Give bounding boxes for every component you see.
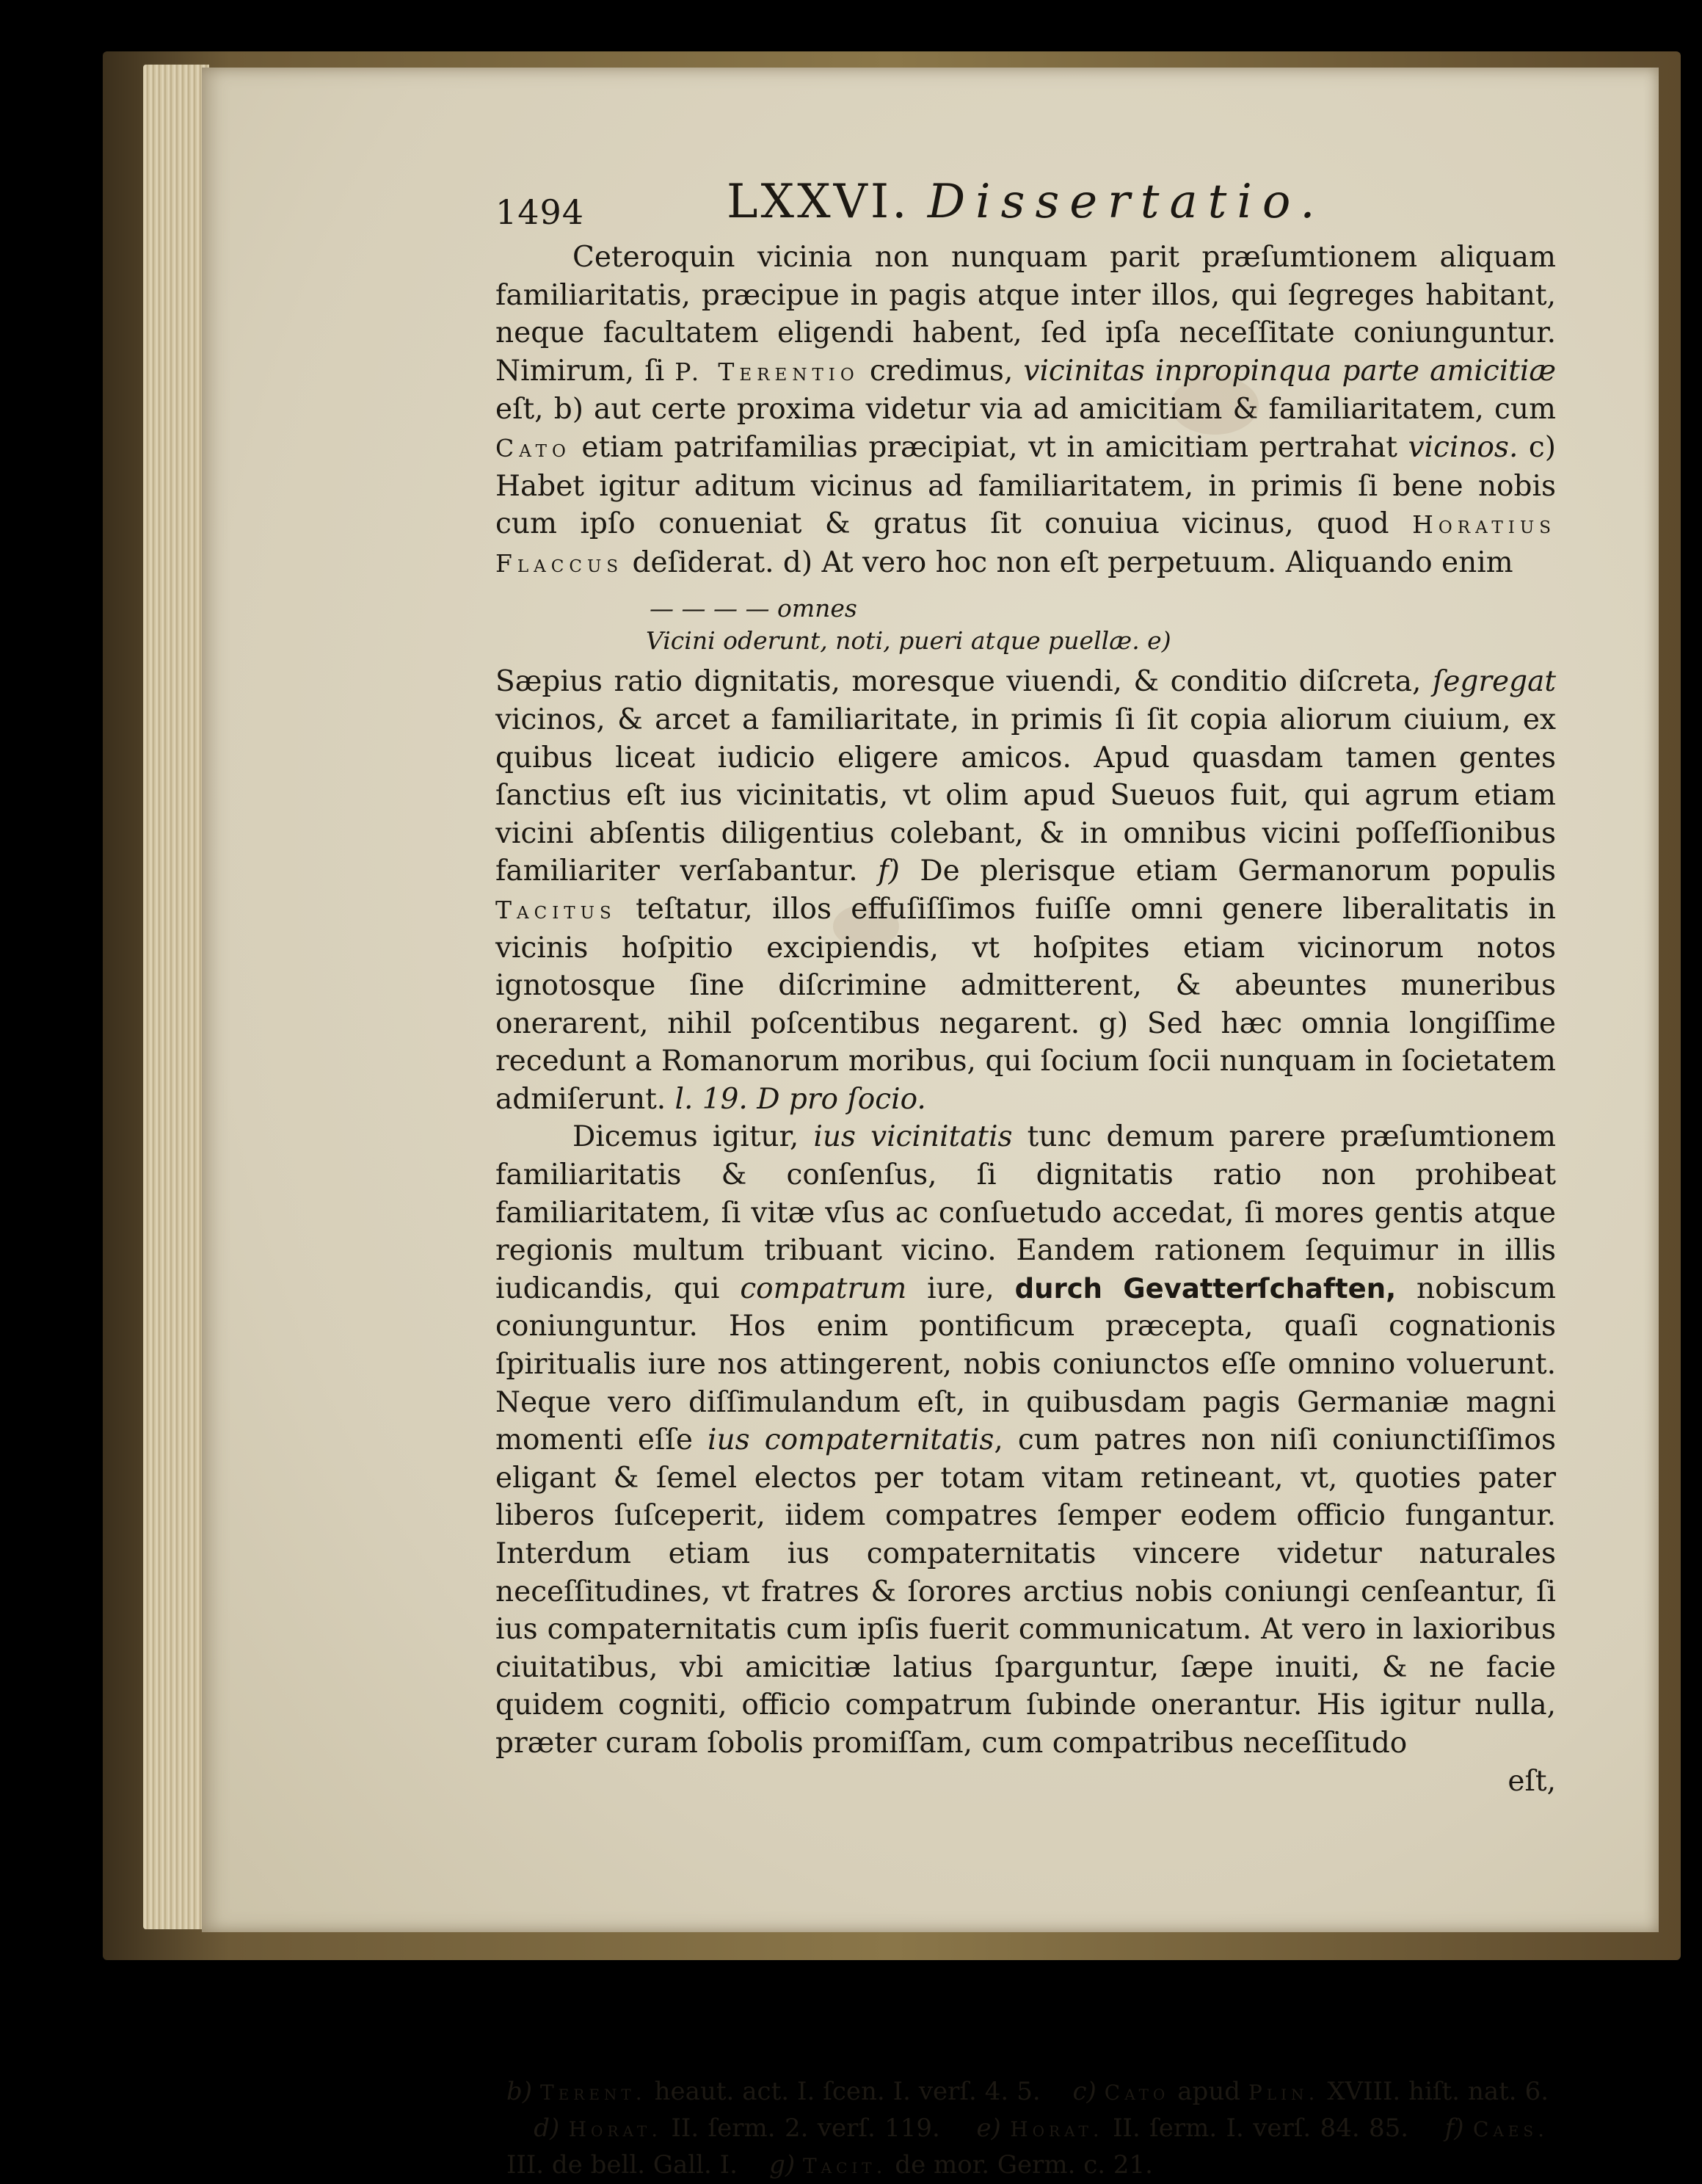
paragraph-1 (495, 239, 1556, 582)
emphasis: ſegregat (1432, 665, 1556, 699)
text-run: c) Habet igitur aditum vicinus ad familiaritatem, in primis ſi bene nobis cum ipſo conueniat & gratus ſit conuiua vicinus, quod (495, 430, 1556, 541)
chapter-number: LXXVI. (727, 175, 910, 229)
footnote-author: Horat. (568, 2117, 663, 2141)
header-title: Dissertatio. (927, 175, 1325, 229)
german-term: durch Gevatterſchaften, (1014, 1272, 1397, 1305)
footnote-ref: f) (878, 855, 900, 888)
footnote-mark: f) (1444, 2114, 1464, 2143)
footnote-mark: c) (1072, 2077, 1097, 2106)
footnote-author: Caes. (1472, 2117, 1549, 2141)
footnote-ref-text: XVIII. hiſt. nat. 6. (1319, 2077, 1549, 2106)
page-edges (143, 65, 209, 1929)
page-number: 1494 (495, 192, 585, 232)
author-name: Horatius Flaccus (495, 510, 1556, 578)
text-run: , cum patres non niſi coniunctiſſimos eligant & ſemel electos per totam vitam retineant, vt, quoties pater liberos ſuſceperit, iidem compatres ſemper eodem officio fungantur. Interdum etiam ius compaternitatis vincere videtur naturales neceſſitudines, vt fratres & ſorores arctius nobis coniungi cenſeantur, ſi ius compaternitatis cum ipſis fuerit communicatum. At vero in laxioribus ciuitatibus, vbi amicitiæ latius ſparguntur, ſæpe inuiti, & ne facie quidem cogniti, officio compatrum ſubinde onerantur. His igitur nulla, præter curam ſobolis promiſſam, cum compatribus neceſſitudo (495, 1423, 1557, 1760)
footnote-author: Plin. (1248, 2080, 1320, 2105)
quotation: vicinitas inpropinqua parte amicitiæ (1023, 354, 1556, 388)
paragraph-3 (495, 1118, 1556, 1762)
verse-quotation (495, 592, 1556, 657)
text-run: De plerisque etiam Germanorum populis (899, 855, 1556, 888)
footnote-author: Cato (1104, 2080, 1170, 2105)
footnote-ref-text: III. de bell. Gall. I. (506, 2150, 738, 2180)
verse-line: Vicini oderunt, noti, pueri atque puellæ. e) (646, 626, 1171, 656)
author-name: P. Terentio (674, 357, 859, 386)
footnote-mark: g) (769, 2150, 796, 2180)
text-run: iure, (906, 1271, 1015, 1305)
footnote-author: Terent. (540, 2080, 647, 2105)
text-run: etiam patrifamilias præcipiat, vt in amicitiam pertrahat (570, 430, 1408, 464)
footnote-mark: d) (534, 2114, 560, 2143)
text-run: tunc demum parere præſumtionem familiaritatis & conſenſus, ſi dignitatis ratio non prohibeat familiaritatem, ſi vitæ vſus ac conſuetudo accedat, ſi mores gentis atque regionis multum tribuant vicino. Eandem rationem ſequimur in illis iudicandis, qui (495, 1120, 1557, 1305)
text-run: vicinos, & arcet a familiaritate, in primis ſi ſit copia aliorum ciuium, ex quibus liceat iudicio eligere amicos. Apud quasdam tamen gentes ſanctius eſt ius vicinitatis, vt olim apud Sueuos fuit, qui agrum etiam vicini abſentis diligentius colebant, & in omnibus vicini poſſeſſionibus familiariter verſabantur. (495, 703, 1556, 888)
catchword: eſt, (1508, 1764, 1556, 1798)
footnotes (506, 2074, 1549, 2184)
footnote-ref-text: II. ſerm. 2. verſ. 119. (662, 2114, 940, 2143)
emphasis: compatrum (740, 1271, 907, 1305)
emphasis: vicinos. (1408, 430, 1519, 464)
running-header (727, 175, 1325, 229)
footnote-ref-text: II. ſerm. I. verſ. 84. 85. (1103, 2114, 1409, 2143)
footnote-mark: b) (506, 2077, 533, 2106)
footnote-ref-text: de mor. Germ. c. 21. (887, 2150, 1153, 2180)
text-run: Ceteroquin vicinia non nunquam parit præſumtionem aliquam familiaritatis, præcipue in pagis atque inter illos, qui ſegreges habitant, neque facultatem eligendi habent, ſed ipſa neceſſitate coniunguntur. Nimirum, ſi (495, 241, 1556, 388)
paragraph-2 (495, 663, 1556, 1118)
footnote-block (506, 2074, 1549, 2184)
legal-citation: l. 19. D pro ſocio. (674, 1082, 926, 1116)
author-name: Tacitus (495, 895, 617, 924)
footnote-mark: e) (976, 2114, 1001, 2143)
text-run: eſt, b) aut certe proxima videtur via ad amicitiam & familiaritatem, cum (495, 393, 1556, 427)
verse-line: — — — — omnes (650, 594, 857, 623)
footnote-ref-text: apud (1169, 2077, 1248, 2106)
main-text (495, 239, 1556, 1800)
footnote-author: Tacit. (802, 2154, 887, 2178)
text-run: nobiscum coniunguntur. Hos enim pontificum præcepta, quaſi cognationis ſpiritualis iure nos attingerent, nobis coniunctos eſſe omnino voluerunt. Neque vero diſſimulandum eſt, in quibusdam pagis Germaniæ magni momenti eſſe (495, 1271, 1556, 1457)
text-run: credimus, (859, 354, 1024, 388)
text-run: deſiderat. d) At vero hoc non eſt perpetuum. Aliquando enim (623, 545, 1513, 579)
author-name: Cato (495, 433, 571, 462)
emphasis: ius vicinitatis (813, 1120, 1013, 1154)
text-run: Sæpius ratio dignitatis, moresque viuendi, & conditio diſcreta, (495, 665, 1433, 699)
text-run: teſtatur, illos effuſiſſimos fuiſſe omni genere liberalitatis in vicinis hoſpitio excipiendis, vt hoſpites etiam vicinorum notos ignotosque ſine diſcrimine admitterent, & abeuntes muneribus onerarent, nihil poſcentibus negarent. g) Sed hæc omnia longiſſime recedunt a Romanorum moribus, qui ſocium ſocii nunquam in ſocietatem admiſerunt. (495, 892, 1556, 1116)
text-run: Dicemus igitur, (572, 1120, 814, 1154)
footnote-ref-text: heaut. act. I. ſcen. I. verſ. 4. 5. (646, 2077, 1041, 2106)
emphasis: ius compaternitatis (708, 1423, 994, 1457)
footnote-author: Horat. (1010, 2117, 1104, 2141)
